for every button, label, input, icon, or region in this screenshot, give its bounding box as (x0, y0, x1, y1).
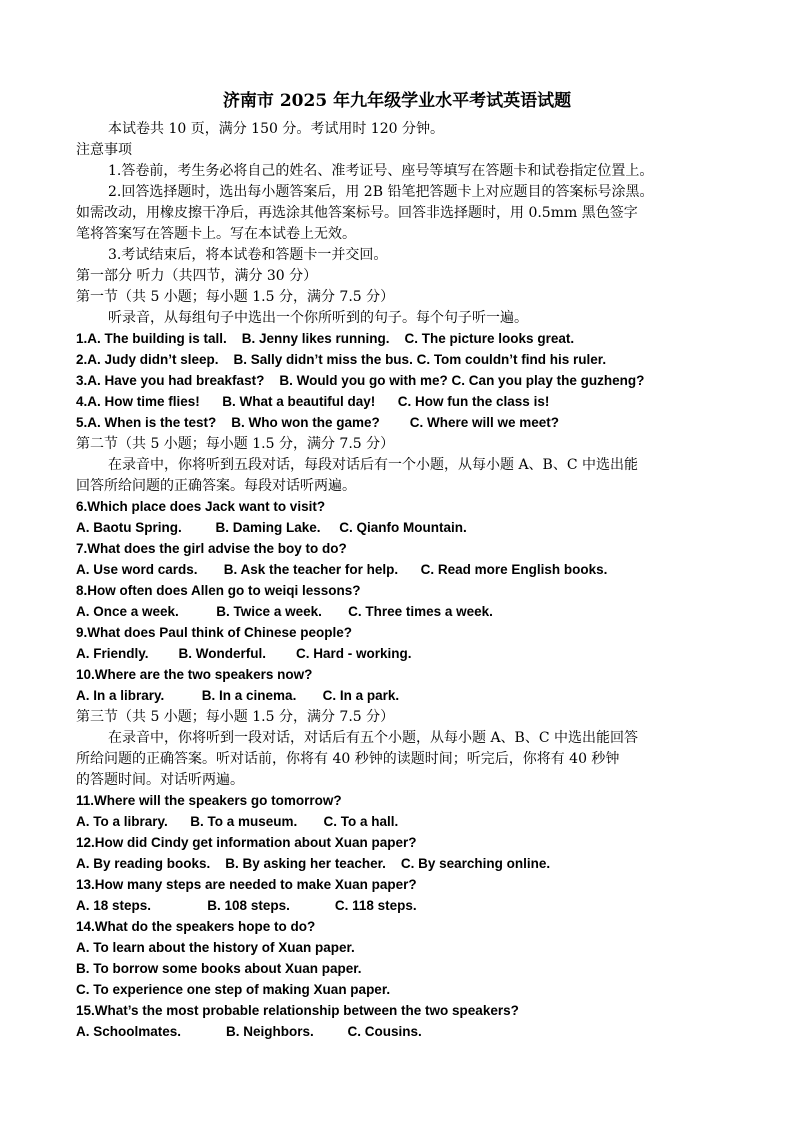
notice-2-line-3: 笔将答案写在答题卡上。写在本试卷上无效。 (76, 226, 356, 242)
question-10-options: A. In a library. B. In a cinema. C. In a park. (76, 688, 400, 703)
page-title: 济南市 2025 年九年级学业水平考试英语试题 (222, 91, 572, 111)
question-13: 13.How many steps are needed to make Xuan paper? (76, 877, 417, 892)
section-3-directions-line-1: 在录音中，你将听到一段对话，对话后有五个小题，从每小题 A、B、C 中选出能回答 (108, 730, 639, 746)
question-4: 4.A. How time flies! B. What a beautiful day! C. How fun the class is! (76, 394, 550, 409)
part-1-heading: 第一部分 听力（共四节，满分 30 分） (76, 268, 318, 284)
question-15-options: A. Schoolmates. B. Neighbors. C. Cousins. (76, 1024, 422, 1039)
question-10: 10.Where are the two speakers now? (76, 667, 313, 682)
question-12: 12.How did Cindy get information about Xuan paper? (76, 835, 417, 850)
question-1: 1.A. The building is tall. B. Jenny likes running. C. The picture looks great. (76, 331, 575, 346)
question-14: 14.What do the speakers hope to do? (76, 919, 316, 934)
section-1-directions: 听录音，从每组句子中选出一个你所听到的句子。每个句子听一遍。 (108, 310, 528, 326)
question-7: 7.What does the girl advise the boy to do? (76, 541, 347, 556)
notice-2-line-1: 2.回答选择题时，选出每小题答案后，用 2B 铅笔把答题卡上对应题目的答案标号涂黑。 (108, 184, 654, 200)
intro-text: 本试卷共 10 页，满分 150 分。考试用时 120 分钟。 (108, 121, 444, 137)
section-2-directions-line-2: 回答所给问题的正确答案。每段对话听两遍。 (76, 478, 356, 494)
question-15: 15.What’s the most probable relationship between the two speakers? (76, 1003, 519, 1018)
question-14-option-a: A. To learn about the history of Xuan paper. (76, 940, 355, 955)
section-3-directions-line-3: 的答题时间。对话听两遍。 (76, 772, 244, 788)
question-11-options: A. To a library. B. To a museum. C. To a hall. (76, 814, 399, 829)
question-9: 9.What does Paul think of Chinese people? (76, 625, 353, 640)
question-12-options: A. By reading books. B. By asking her teacher. C. By searching online. (76, 856, 551, 871)
section-1-heading: 第一节（共 5 小题；每小题 1.5 分，满分 7.5 分） (76, 289, 395, 305)
question-14-option-b: B. To borrow some books about Xuan paper. (76, 961, 362, 976)
section-2-heading: 第二节（共 5 小题；每小题 1.5 分，满分 7.5 分） (76, 436, 395, 452)
notice-3: 3.考试结束后，将本试卷和答题卡一并交回。 (108, 247, 388, 263)
question-6: 6.Which place does Jack want to visit? (76, 499, 326, 514)
notice-2-line-2: 如需改动，用橡皮擦干净后，再选涂其他答案标号。回答非选择题时，用 0.5mm 黑色签字 (76, 205, 638, 221)
question-13-options: A. 18 steps. B. 108 steps. C. 118 steps. (76, 898, 417, 913)
question-9-options: A. Friendly. B. Wonderful. C. Hard - working. (76, 646, 412, 661)
question-14-option-c: C. To experience one step of making Xuan paper. (76, 982, 391, 997)
question-11: 11.Where will the speakers go tomorrow? (76, 793, 342, 808)
question-8-options: A. Once a week. B. Twice a week. C. Three times a week. (76, 604, 493, 619)
question-3: 3.A. Have you had breakfast? B. Would you go with me? C. Can you play the guzheng? (76, 373, 645, 388)
section-2-directions-line-1: 在录音中，你将听到五段对话，每段对话后有一个小题，从每小题 A、B、C 中选出能 (108, 457, 639, 473)
question-2: 2.A. Judy didn’t sleep. B. Sally didn’t miss the bus. C. Tom couldn’t find his ruler. (76, 352, 607, 367)
question-8: 8.How often does Allen go to weiqi lessons? (76, 583, 361, 598)
notice-heading: 注意事项 (76, 142, 132, 158)
section-3-heading: 第三节（共 5 小题；每小题 1.5 分，满分 7.5 分） (76, 709, 395, 725)
section-3-directions-line-2: 所给问题的正确答案。听对话前，你将有 40 秒钟的读题时间；听完后，你将有 40 秒钟 (76, 751, 620, 767)
notice-1: 1.答卷前，考生务必将自己的姓名、准考证号、座号等填写在答题卡和试卷指定位置上。 (108, 163, 654, 179)
question-5: 5.A. When is the test? B. Who won the game? C. Where will we meet? (76, 415, 560, 430)
question-6-options: A. Baotu Spring. B. Daming Lake. C. Qianfo Mountain. (76, 520, 467, 535)
question-7-options: A. Use word cards. B. Ask the teacher for help. C. Read more English books. (76, 562, 608, 577)
